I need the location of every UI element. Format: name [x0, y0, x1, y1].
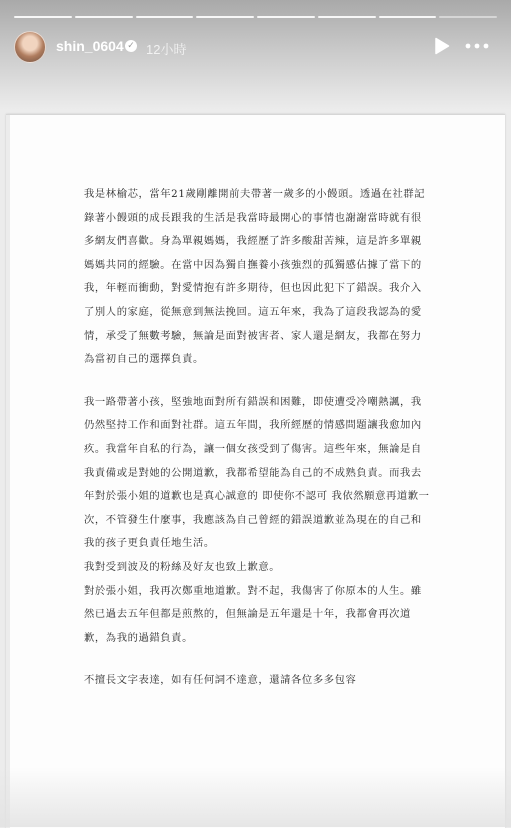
letter-paragraph: 我對受到波及的粉絲及好友也致上歉意。 — [84, 560, 281, 573]
more-options-icon[interactable] — [464, 37, 490, 55]
post-time: 12小時 — [146, 42, 187, 57]
username[interactable]: shin_0604 — [56, 38, 124, 54]
letter-paragraph: 對於張小姐，我再次鄭重地道歉。對不起，我傷害了你原本的人生。雖然已過去五年但都是煎熬的，但無論是五年還是十年，我都會再次道歉，為我的過錯負責。 — [84, 584, 422, 644]
avatar[interactable] — [14, 31, 46, 63]
apology-letter — [84, 183, 430, 693]
paper-edge — [6, 115, 10, 828]
story-progress-bar — [14, 16, 497, 18]
letter-closing: 不擅長文字表達，如有任何詞不達意，還請各位多多包容 — [84, 674, 357, 687]
story-progress-segment — [379, 16, 437, 18]
story-progress-segment — [136, 16, 194, 18]
story-progress-segment — [75, 16, 133, 18]
letter-paragraph: 我是林榆芯，當年21歲剛離開前夫帶著一歲多的小饅頭。透過在社群記錄著小饅頭的成長跟我的生活是我當時最開心的事情也謝謝當時就有很多網友們喜歡。身為單親媽媽，我經歷了許多酸甜苦辣，這是許多單親媽媽共同的經驗。在當中因為獨自撫養小孩強烈的孤獨感佔據了當下的我，年輕而衝動，對愛情抱有許多期待，但也因此犯下了錯誤。我介入了別人的家庭，從無意到無法挽回。這五年來，我為了這段我認為的愛情，承受了無數考驗，無論是面對被害者、家人還是網友，我都在努力為當初自己的選擇負責。 — [84, 188, 426, 366]
verified-badge-icon: ✓ — [125, 40, 137, 52]
story-header — [0, 0, 511, 110]
paragraph-gap — [84, 650, 430, 669]
letter-paragraph: 我一路帶著小孩，堅強地面對所有錯誤和困難，即使遭受冷嘲熱諷，我仍然堅持工作和面對社群。這五年間，我所經歷的情感問題讓我愈加內疚。我當年自私的行為，讓一個女孩受到了傷害。這些年來，無論是自我責備或是對她的公開道歉，我都希望能為自己的不成熟負責。而我去年對於張小姐的道歉也是真心誠意的 即使你不認可 我依然願意再道歉一次，不管發生什麼事，我應該為自己曾經的錯誤道歉並為現在的自己和我的孩子更負責任地生活。 — [84, 395, 430, 550]
story-progress-segment — [196, 16, 254, 18]
story-progress-segment — [318, 16, 376, 18]
story-progress-segment — [257, 16, 315, 18]
bottom-fade — [0, 767, 511, 827]
paragraph-gap — [84, 372, 430, 391]
story-progress-segment — [439, 16, 497, 18]
play-icon[interactable] — [434, 37, 450, 55]
story-progress-segment — [14, 16, 72, 18]
